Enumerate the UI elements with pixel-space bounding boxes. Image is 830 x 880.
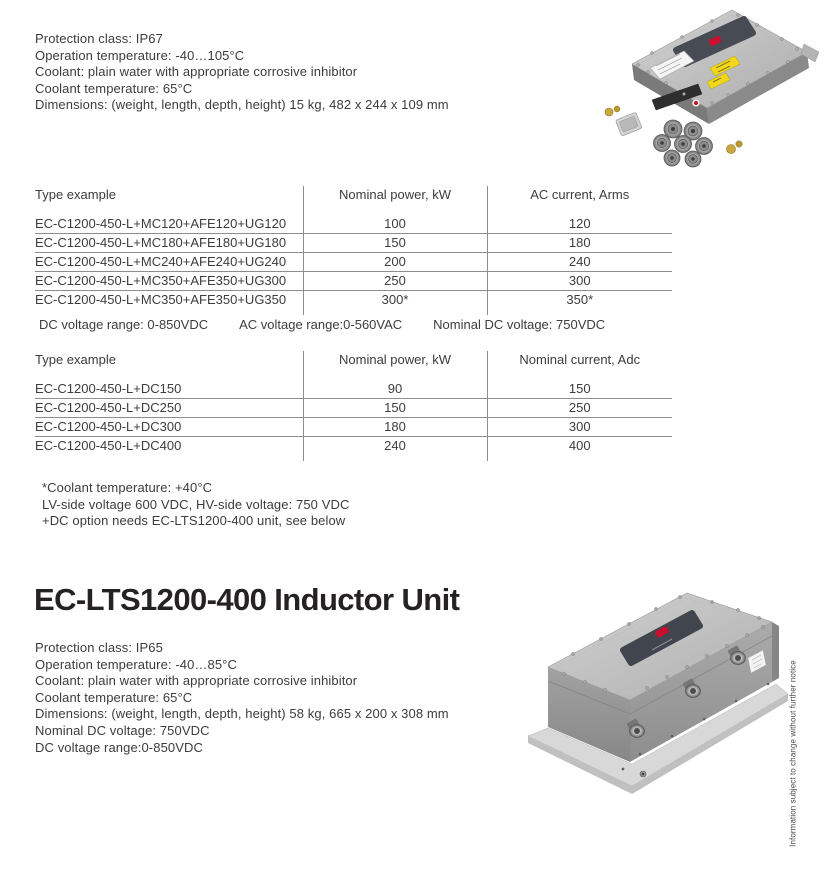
type-example-cell: EC-C1200-450-L+DC250: [35, 398, 303, 417]
spacer-cell: [303, 455, 487, 461]
spacer-cell: [35, 309, 303, 315]
spec-line: Coolant: plain water with appropriate corrosive inhibitor: [35, 673, 358, 689]
value-cell: 150: [303, 398, 487, 417]
dc-voltage-range: DC voltage range: 0-850VDC: [39, 317, 209, 332]
value-cell: 300: [487, 417, 672, 436]
nominal-dc-voltage: Nominal DC voltage: 750VDC: [433, 317, 606, 332]
type-example-cell: EC-C1200-450-L+MC120+AFE120+UG120: [35, 214, 303, 233]
drain-fitting-center: [642, 773, 645, 776]
header-row: [35, 186, 672, 214]
spec-line: Dimensions: (weight, length, depth, height) 58 kg, 665 x 200 x 308 mm: [35, 706, 449, 722]
brass-gland: [736, 141, 742, 147]
table-row: [35, 214, 672, 233]
converter-specs: [35, 31, 449, 114]
red-dot-icon: [694, 101, 698, 105]
spacer-cell: [303, 309, 487, 315]
header-row: [35, 351, 672, 379]
side-note: Information subject to change without further notice: [788, 660, 798, 847]
column-header: Nominal power, kW: [303, 186, 487, 214]
value-cell: 250: [303, 271, 487, 290]
ac-voltage-range: AC voltage range:0-560VAC: [239, 317, 403, 332]
divider-extension-row: [35, 309, 672, 315]
inductor-photo: [522, 588, 798, 800]
table-row: [35, 398, 672, 417]
column-header: Type example: [35, 187, 116, 202]
footnote-line: *Coolant temperature: +40°C: [42, 480, 213, 495]
value-cell: 300: [487, 271, 672, 290]
converter-photo: [592, 2, 828, 168]
footnote-line: +DC option needs EC-LTS1200-400 unit, see below: [42, 513, 346, 529]
column-header: Type example: [35, 352, 116, 367]
value-cell: 400: [487, 436, 672, 455]
value-cell: 240: [487, 252, 672, 271]
brass-gland: [727, 145, 736, 154]
table-row: [35, 271, 672, 290]
spec-line: Coolant temperature: 65°C: [35, 80, 193, 96]
type-example-cell: EC-C1200-450-L+MC180+AFE180+UG180: [35, 233, 303, 252]
column-header: AC current, Arms: [487, 186, 672, 214]
table-row: [35, 233, 672, 252]
table-row: [35, 252, 672, 271]
brass-gland: [614, 106, 620, 112]
footnotes: [42, 480, 349, 530]
value-cell: 240: [303, 436, 487, 455]
spacer-cell: [487, 455, 672, 461]
value-cell: 180: [487, 233, 672, 252]
spacer-cell: [35, 455, 303, 461]
spec-line: Protection class: IP67: [35, 31, 163, 46]
cable-glands: [654, 120, 713, 167]
converter-ratings-table: [35, 186, 672, 315]
table-row: [35, 379, 672, 398]
type-example-cell: EC-C1200-450-L+MC350+AFE350+UG300: [35, 271, 303, 290]
value-cell: 90: [303, 379, 487, 398]
table-row: [35, 417, 672, 436]
type-example-cell: EC-C1200-450-L+MC350+AFE350+UG350: [35, 292, 287, 308]
brass-gland: [605, 108, 613, 116]
spec-line: Protection class: IP65: [35, 640, 163, 655]
spec-line: Operation temperature: -40…105°C: [35, 47, 245, 63]
table-row: [35, 290, 672, 309]
inductor-section-title: EC-LTS1200-400 Inductor Unit: [34, 582, 460, 617]
value-cell: 100: [303, 214, 487, 233]
value-cell: 150: [303, 233, 487, 252]
spec-line: Nominal DC voltage: 750VDC: [35, 722, 210, 738]
divider-extension-row: [35, 455, 672, 461]
spec-line: DC voltage range:0-850VDC: [35, 739, 203, 755]
spec-line: Dimensions: (weight, length, depth, height) 15 kg, 482 x 244 x 109 mm: [35, 97, 449, 113]
value-cell: 150: [487, 379, 672, 398]
type-example-cell: EC-C1200-450-L+DC300: [35, 417, 303, 436]
footnote-line: LV-side voltage 600 VDC, HV-side voltage: 750 VDC: [42, 496, 350, 512]
inductor-specs: [35, 640, 449, 756]
table-row: [35, 436, 672, 455]
spacer-cell: [487, 309, 672, 315]
dc-ratings-table: [35, 351, 672, 461]
table-body: [35, 379, 672, 455]
column-header: Nominal power, kW: [303, 351, 487, 379]
spec-line: Coolant temperature: 65°C: [35, 689, 193, 705]
terminal-block: [615, 112, 642, 136]
spec-line: Coolant: plain water with appropriate corrosive inhibitor: [35, 64, 358, 80]
value-cell: 250: [487, 398, 672, 417]
voltage-ranges: [39, 317, 605, 332]
value-cell: 200: [303, 252, 487, 271]
type-example-cell: EC-C1200-450-L+MC240+AFE240+UG240: [35, 252, 303, 271]
column-header: Nominal current, Adc: [487, 351, 672, 379]
type-example-cell: EC-C1200-450-L+DC400: [35, 438, 182, 454]
device-right-end: [772, 622, 779, 682]
value-cell: 180: [303, 417, 487, 436]
value-cell: 350*: [487, 290, 672, 309]
table-body: [35, 214, 672, 309]
value-cell: 300*: [303, 290, 487, 309]
spec-line: Operation temperature: -40…85°C: [35, 656, 237, 672]
value-cell: 120: [487, 214, 672, 233]
type-example-cell: EC-C1200-450-L+DC150: [35, 379, 303, 398]
